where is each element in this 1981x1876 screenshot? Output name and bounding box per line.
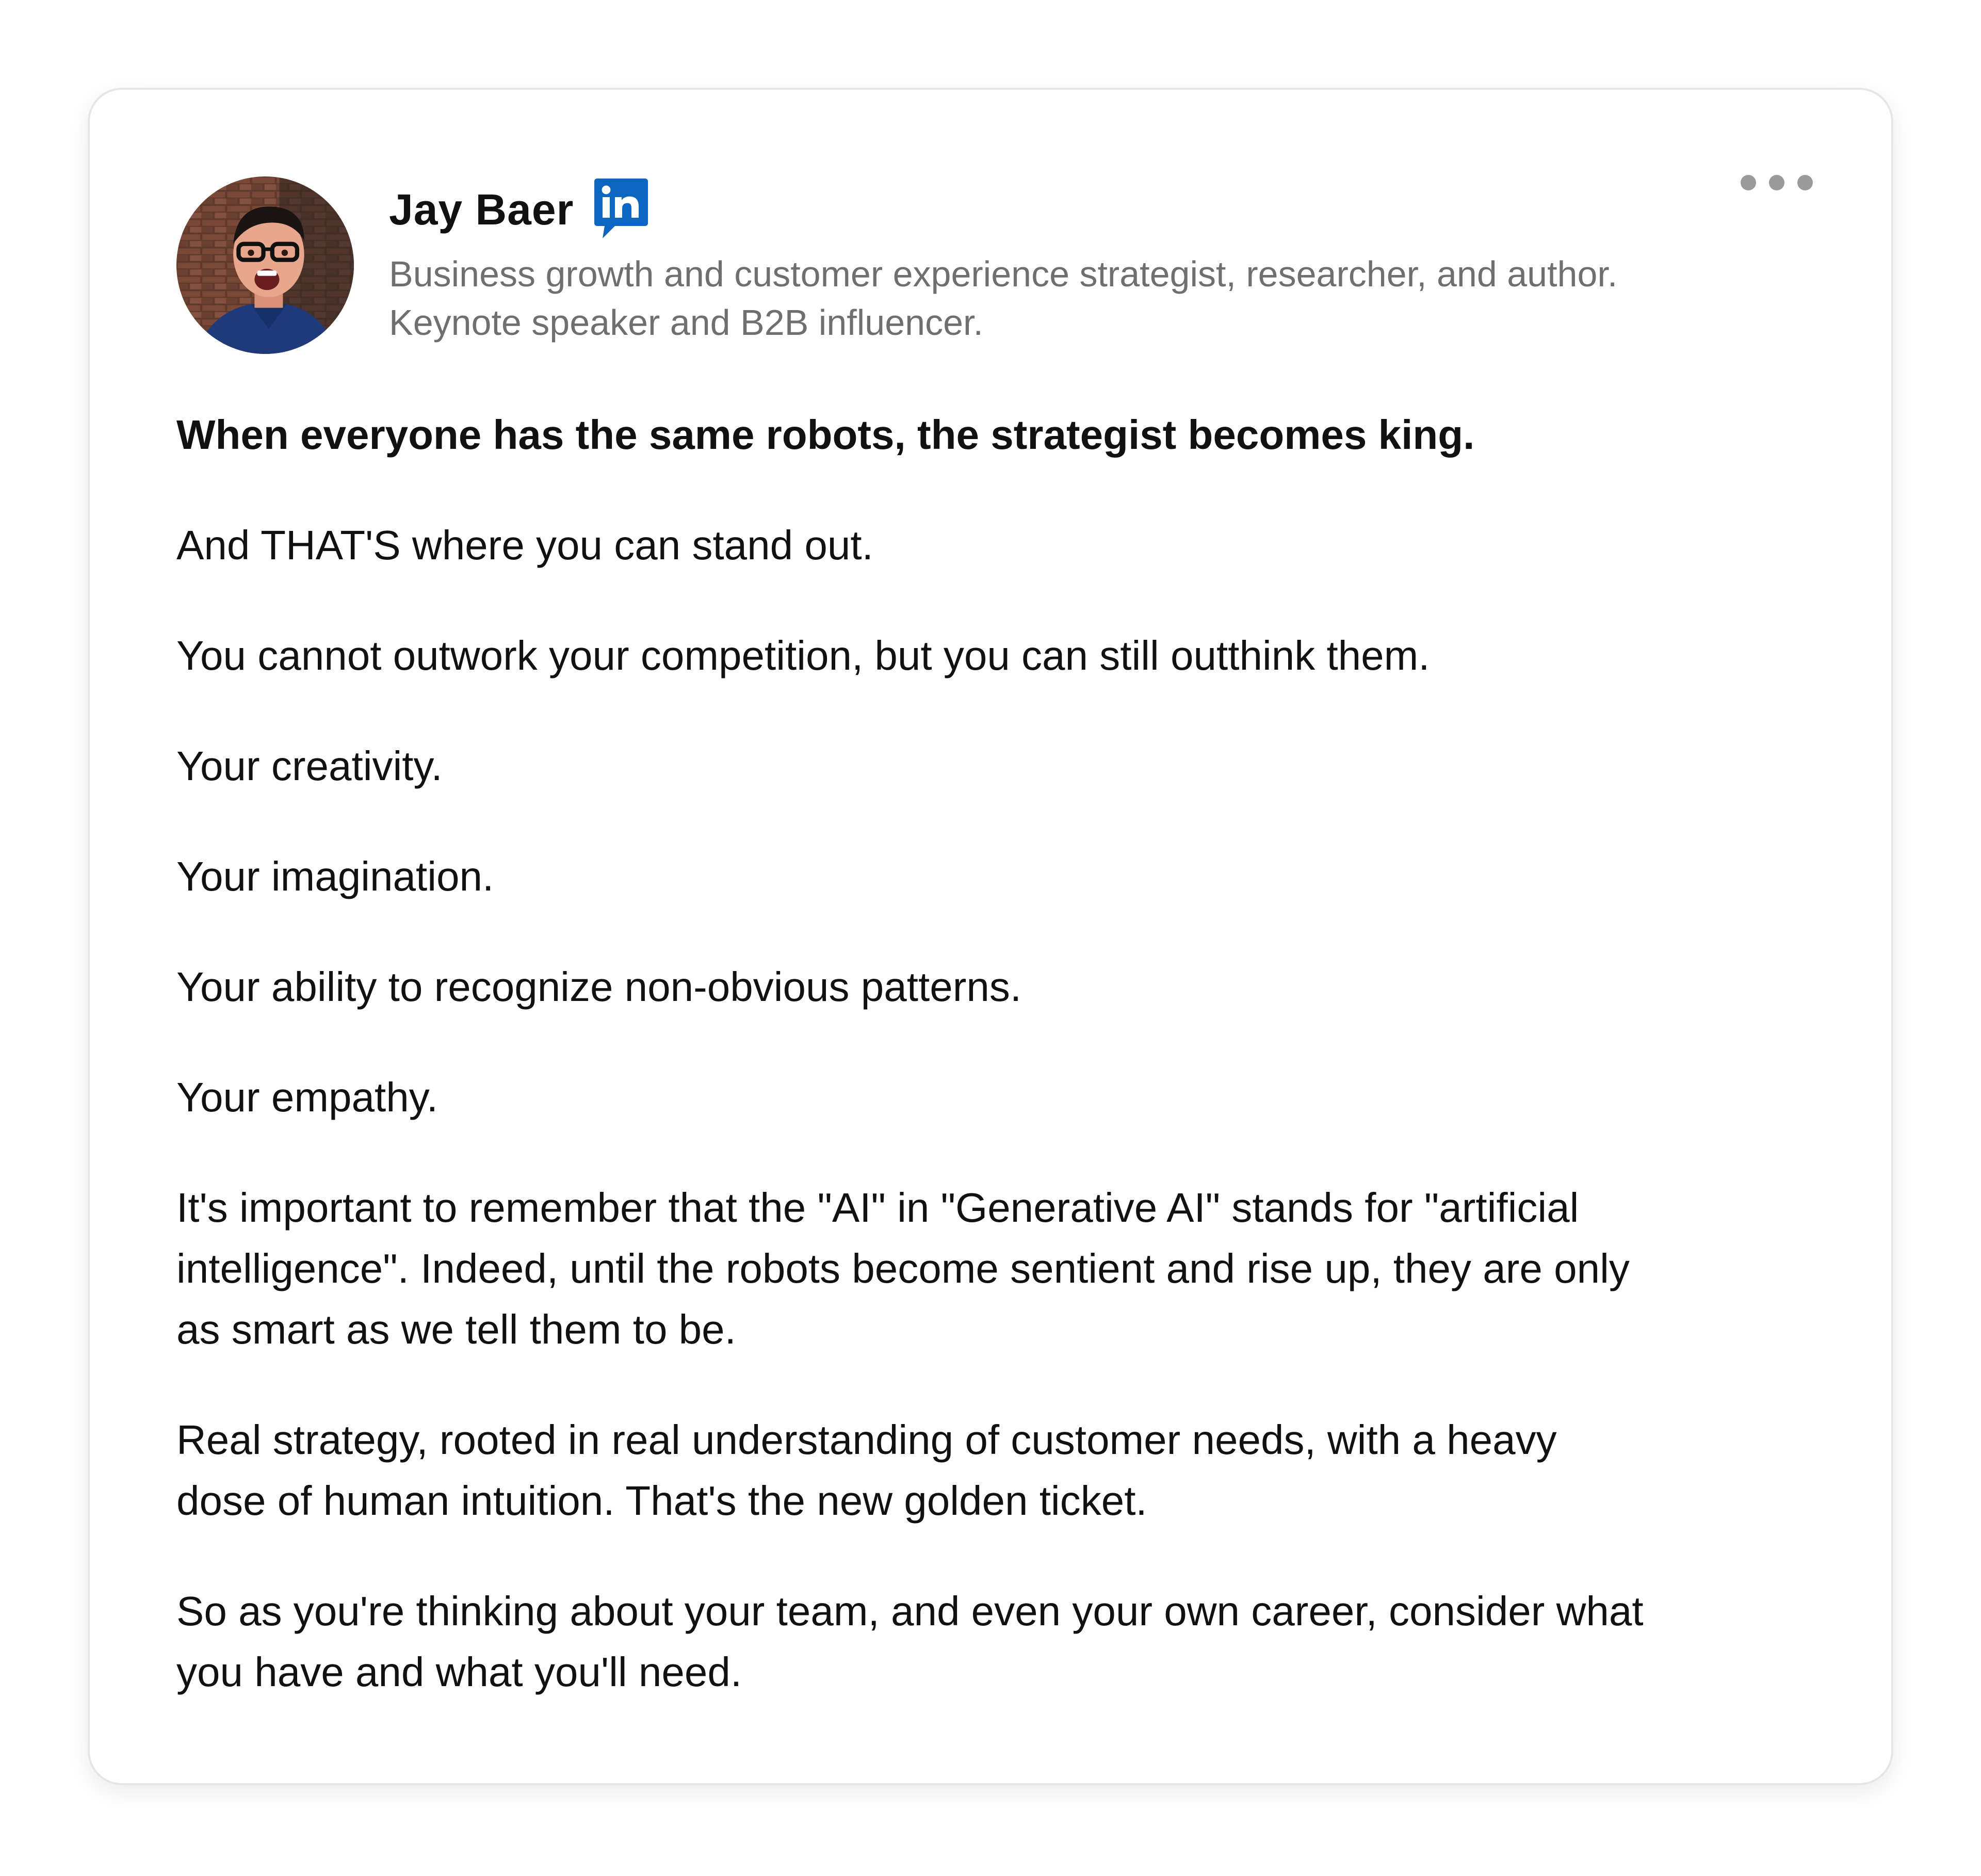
post-paragraph [176,1410,1827,1531]
post-paragraph [176,736,1827,797]
post-line: So as you're thinking about your team, and even your own career, consider what [176,1588,1644,1634]
post-line: as smart as we tell them to be. [176,1306,736,1352]
post-paragraph [176,515,1827,576]
author-name[interactable]: Jay Baer [389,185,574,234]
post-line: dose of human intuition. That's the new golden ticket. [176,1478,1147,1524]
post-line: When everyone has the same robots, the strategist becomes king. [176,412,1475,458]
post-line: you have and what you'll need. [176,1649,742,1695]
author-headline-line: Keynote speaker and B2B influencer. [389,302,983,343]
post-line: And THAT'S where you can stand out. [176,522,873,568]
more-options-icon[interactable] [1741,167,1813,198]
author-headline-line: Business growth and customer experience strategist, researcher, and author. [389,254,1618,294]
post-line: You cannot outwork your competition, but you can still outthink them. [176,633,1430,678]
menu-dot [1769,175,1784,190]
post-line: Your creativity. [176,743,443,789]
profile-photo [176,176,354,354]
author-headline [389,250,1782,347]
menu-dot [1797,175,1813,190]
author-avatar[interactable] [176,176,354,354]
post-paragraph [176,957,1827,1017]
post-line: Your imagination. [176,853,494,899]
post-paragraph [176,846,1827,907]
post-paragraph [176,405,1827,465]
post-paragraph [176,1581,1827,1703]
post-body [176,405,1827,1752]
post-card [88,88,1893,1785]
menu-dot [1741,175,1756,190]
post-paragraph [176,1177,1827,1360]
post-paragraph [176,1067,1827,1128]
post-line: Real strategy, rooted in real understanding of customer needs, with a heavy [176,1417,1557,1463]
post-line: Your ability to recognize non-obvious patterns. [176,964,1022,1010]
post-line: It's important to remember that the "AI" in "Generative AI" stands for "artificial [176,1185,1579,1231]
post-line: Your empathy. [176,1074,438,1120]
linkedin-icon[interactable] [594,179,648,240]
post-line: intelligence". Indeed, until the robots become sentient and rise up, they are only [176,1246,1630,1291]
post-paragraph [176,625,1827,686]
